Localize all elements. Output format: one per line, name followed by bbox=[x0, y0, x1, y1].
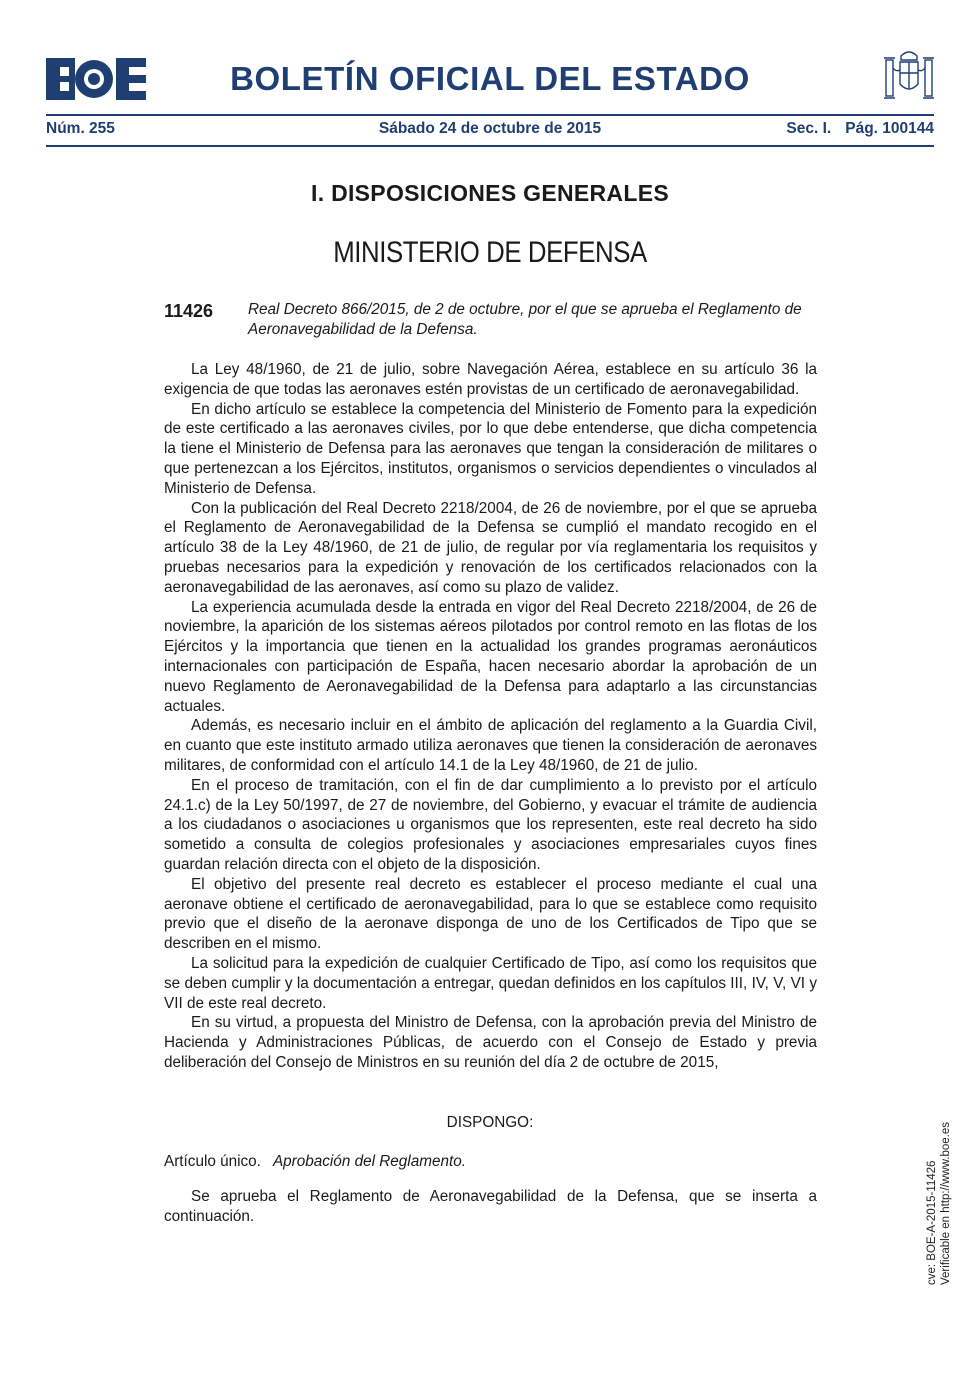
svg-text:BOE: BOE bbox=[96, 99, 99, 100]
paragraph: La solicitud para la expedición de cualquier Certificado de Tipo, así como los requisitos que se deben cumplir y la documentación a entregar, quedan definidos en los capítulos III, IV, V, VI y VII de este real decreto. bbox=[164, 954, 817, 1012]
section-page bbox=[786, 120, 934, 138]
section-label: Sec. I. bbox=[786, 120, 832, 137]
article-label: Artículo único. bbox=[164, 1153, 261, 1170]
paragraph: Se aprueba el Reglamento de Aeronavegabilidad de la Defensa, que se inserta a continuación. bbox=[164, 1188, 817, 1225]
paragraph: La Ley 48/1960, de 21 de julio, sobre Navegación Aérea, establece en su artículo 36 la exigencia de que todas las aeronaves estén provistas de un certificado de aeronavegabilidad. bbox=[164, 361, 817, 398]
verification-note bbox=[925, 1085, 953, 1285]
header-rule-bottom bbox=[46, 145, 934, 147]
article-title: Aprobación del Reglamento. bbox=[272, 1153, 466, 1170]
boe-logo bbox=[46, 58, 146, 100]
verification-url[interactable]: Verificable en http://www.boe.es bbox=[940, 1121, 952, 1285]
preamble-body bbox=[164, 360, 817, 1073]
dispongo-heading: DISPONGO: bbox=[446, 1114, 534, 1131]
coat-of-arms-icon bbox=[882, 48, 936, 106]
cve-code: cve: BOE-A-2015-11426 bbox=[926, 1160, 938, 1285]
article-heading bbox=[164, 1153, 466, 1171]
entry-title: Real Decreto 866/2015, de 2 de octubre, por el que se aprueba el Reglamento de Aeronavegabilidad de la Defensa. bbox=[248, 301, 802, 338]
issue-number: Núm. 255 bbox=[46, 120, 115, 137]
section-title: I. DISPOSICIONES GENERALES bbox=[311, 180, 669, 206]
paragraph: En su virtud, a propuesta del Ministro de Defensa, con la aprobación previa del Ministro de Hacienda y Administraciones Públicas, de acuerdo con el Consejo de Estado y previa deliberación del Consejo de Ministros en su reunión del día 2 de octubre de 2015, bbox=[164, 1014, 817, 1071]
paragraph: Con la publicación del Real Decreto 2218/2004, de 26 de noviembre, por el que se aprueba el Reglamento de Aeronavegabilidad de la Defensa se cumplió el mandato recogido en el artículo 38 de la Ley 48/1960, de 21 de julio, de regular por vía reglamentaria los requisitos y pruebas necesarios para la expedición y renovación de los certificados relacionados con la aeronavegabilidad de las aeronaves, así como su plazo de validez. bbox=[164, 499, 817, 596]
ministry-title: MINISTERIO DE DEFENSA bbox=[333, 236, 647, 269]
article-body bbox=[164, 1187, 817, 1227]
logo-letter-b bbox=[46, 58, 75, 100]
entry-number: 11426 bbox=[164, 301, 214, 321]
paragraph: La experiencia acumulada desde la entrada en vigor del Real Decreto 2218/2004, de 26 de noviembre, la aparición de los sistemas aéreos pilotados por control remoto en las flotas de los Ejércitos y la importancia que tienen en la actualidad los grandes programas aeronáuticos internacionales con participación de España, hacen necesario abordar la aprobación de un nuevo Reglamento de Aeronavegabilidad de la Defensa para adaptarlo a las circunstancias actuales. bbox=[164, 598, 817, 715]
paragraph: El objetivo del presente real decreto es establecer el proceso mediante el cual una aeronave obtiene el certificado de aeronavegabilidad, para lo que se establece como requisito previo que el diseño de la aeronave disponga de uno de los Certificados de Tipo que se describen en el mismo. bbox=[164, 875, 817, 953]
issue-date: Sábado 24 de octubre de 2015 bbox=[378, 120, 602, 137]
masthead-title: BOLETÍN OFICIAL DEL ESTADO bbox=[230, 60, 750, 97]
logo-letter-e bbox=[116, 58, 146, 100]
paragraph: En el proceso de tramitación, con el fin de dar cumplimiento a lo previsto por el artículo 24.1.c) de la Ley 50/1997, de 27 de noviembre, del Gobierno, y evacuar el trámite de audiencia a los ciudadanos o asociaciones u organismos que los representen, este real decreto ha sido sometido a consulta de colegios profesionales y asociaciones empresariales cuyos fines guardan relación directa con el objeto de la disposición. bbox=[164, 776, 817, 873]
page-label: Pág. 100144 bbox=[845, 120, 934, 137]
paragraph: Además, es necesario incluir en el ámbito de aplicación del reglamento a la Guardia Civil, en cuanto que este instituto armado utiliza aeronaves que tienen la consideración de aeronaves militares, de conformidad con el artículo 14.1 de la Ley 48/1960, de 21 de julio. bbox=[164, 717, 817, 774]
paragraph: En dicho artículo se establece la competencia del Ministerio de Fomento para la expedición de este certificado a las aeronaves civiles, por lo que debe entenderse, que dicha competencia la tiene el Ministerio de Defensa para las aeronaves que tengan la consideración de militares o que pertenezcan a los Ejércitos, institutos, organismos o servicios dependientes o vinculados al Ministerio de Defensa. bbox=[164, 400, 817, 497]
header-rule-top bbox=[46, 114, 934, 116]
